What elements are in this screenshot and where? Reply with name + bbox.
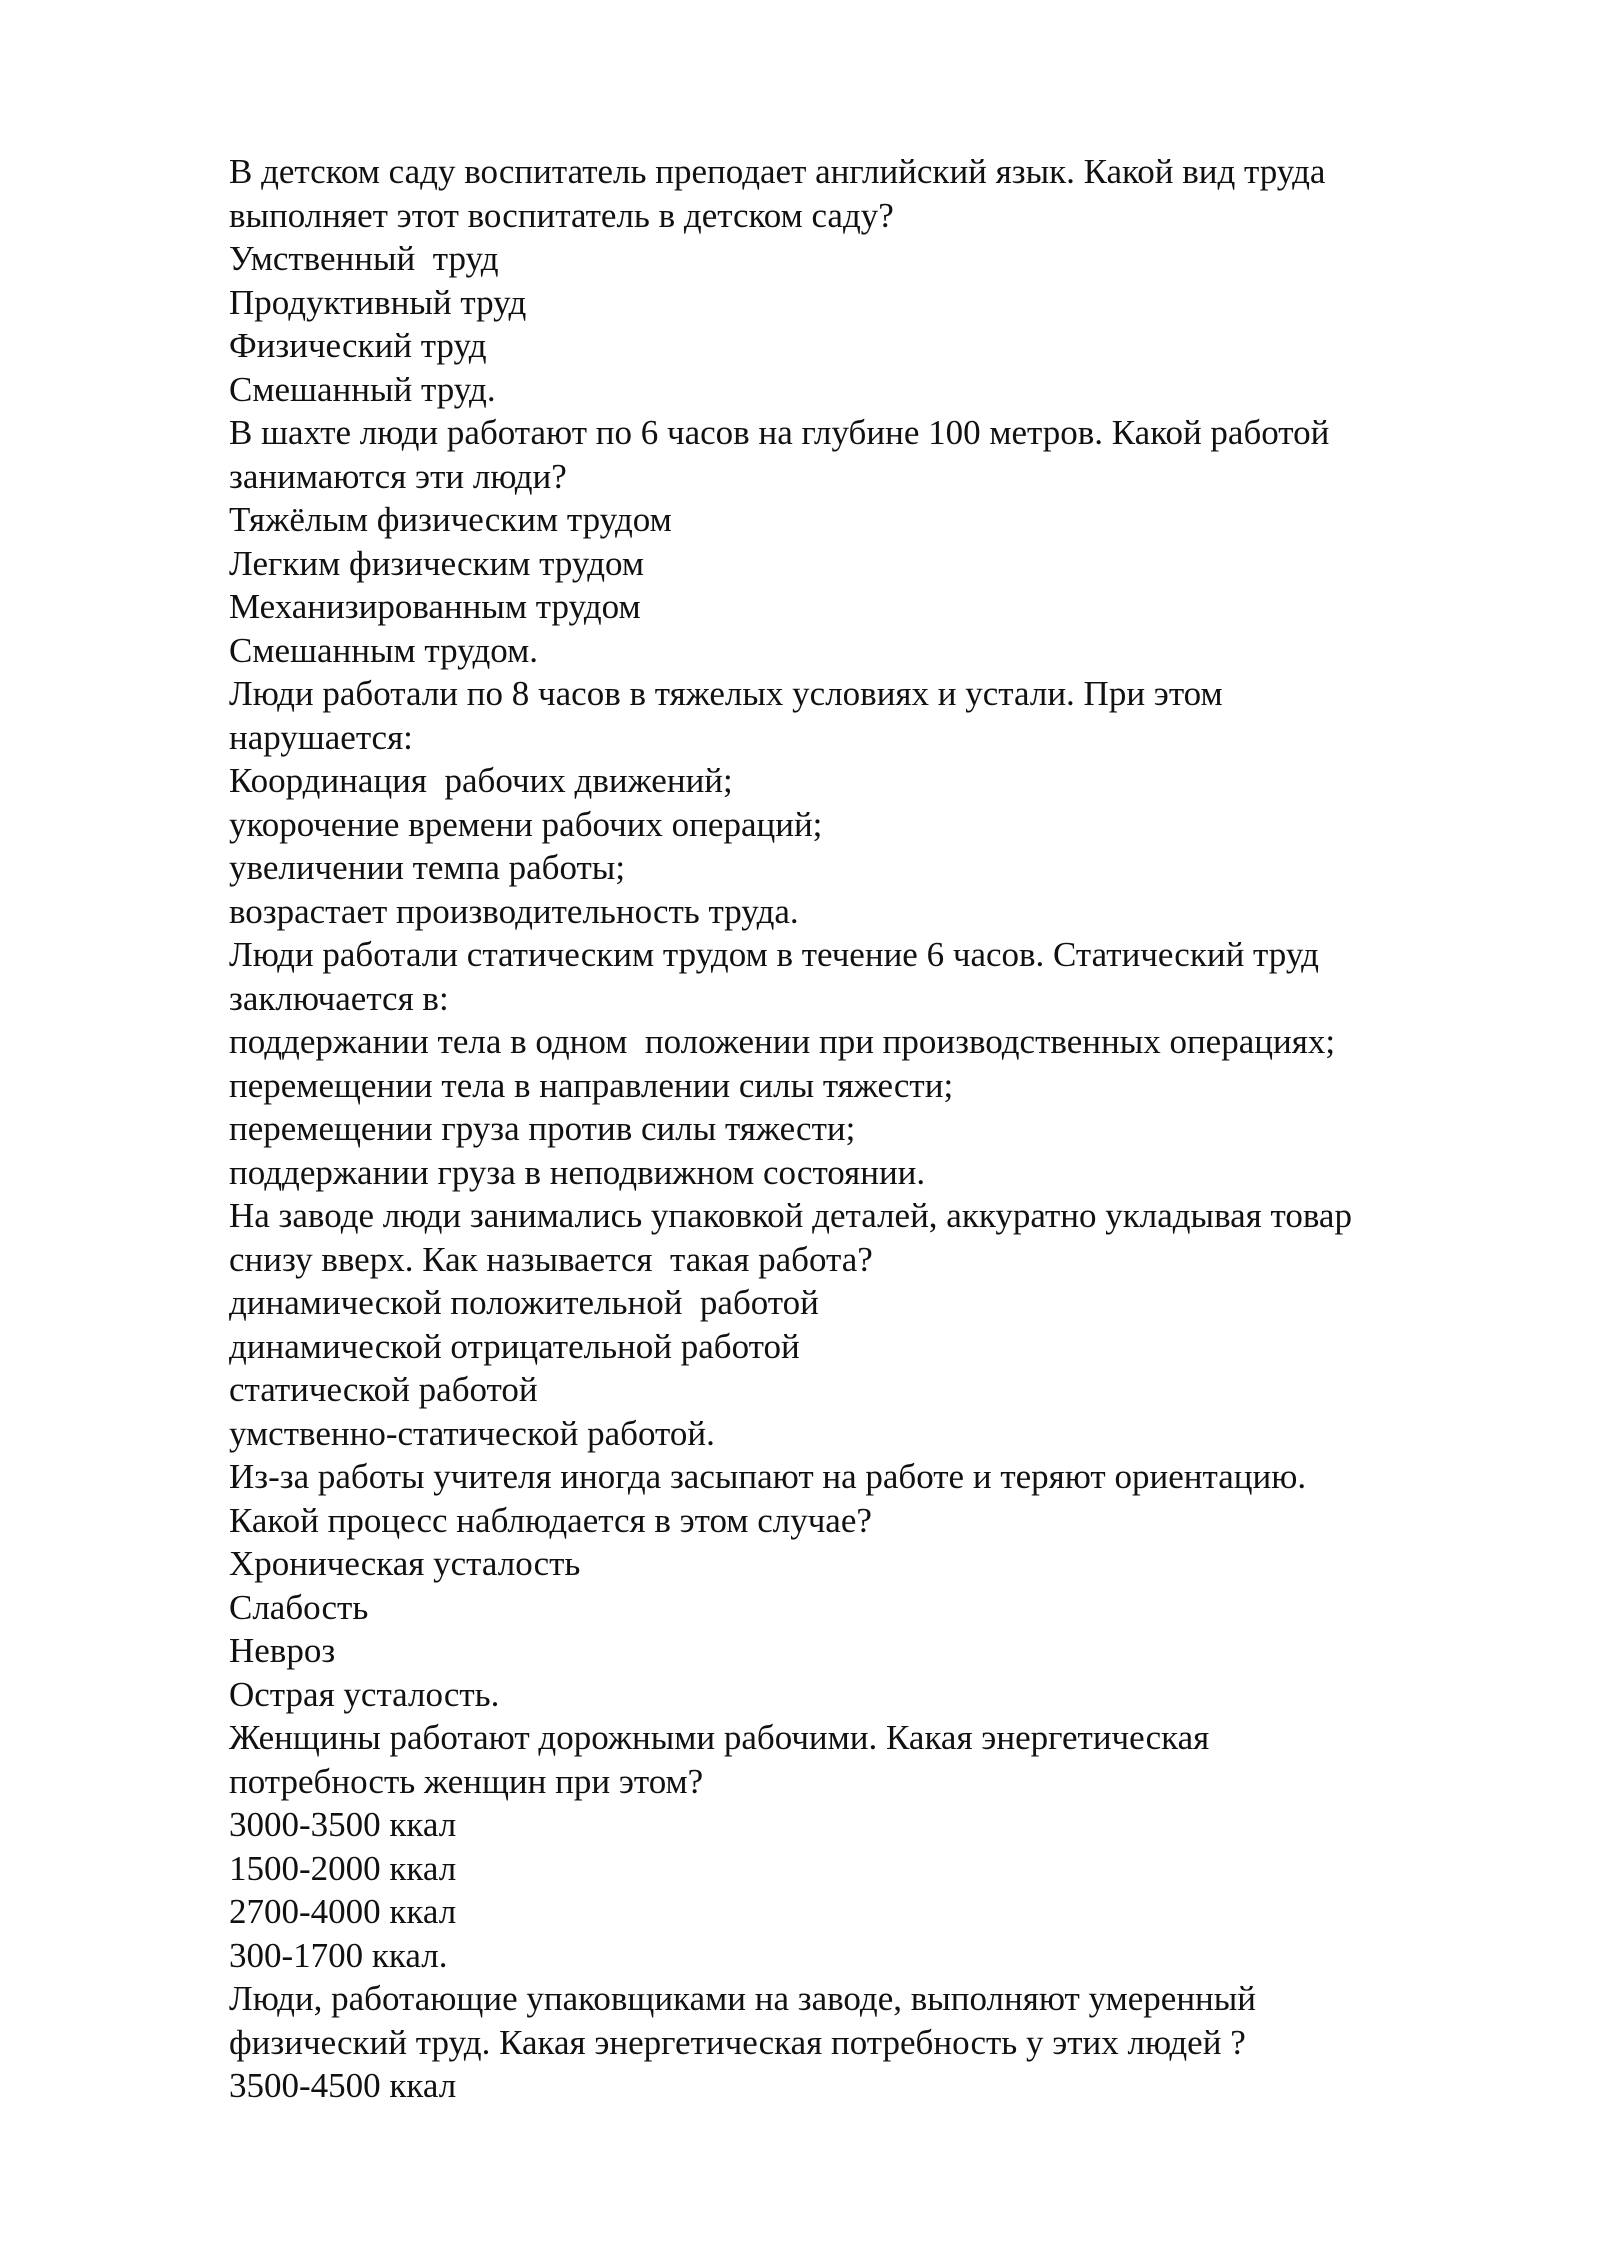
answer-option: Смешанным трудом. <box>229 630 538 670</box>
answer-option: умственно-статической работой. <box>229 1413 715 1453</box>
answer-option: перемещении груза против силы тяжести; <box>229 1109 856 1148</box>
question-3-line-1: Люди работали по 8 часов в тяжелых условиях и устали. При этом <box>229 674 1223 713</box>
answer-option: 1500-2000 ккал <box>229 1848 457 1888</box>
question-5-line-1: На заводе люди занимались упаковкой деталей, аккуратно укладывая товар <box>229 1196 1352 1235</box>
answer-option: Механизированным трудом <box>229 587 641 626</box>
question-7-line-1: Женщины работают дорожными рабочими. Какая энергетическая <box>229 1718 1210 1757</box>
question-1-line-1: В детском саду воспитатель преподает английский язык. Какой вид труда <box>229 152 1326 191</box>
answer-option: 3500-4500 ккал <box>229 2066 457 2105</box>
answer-option: Координация рабочих движений; <box>229 761 733 800</box>
answer-option: 2700-4000 ккал <box>229 1892 457 1931</box>
answer-option: перемещении тела в направлении силы тяжести; <box>229 1065 954 1105</box>
answer-option: 300-1700 ккал. <box>229 1935 448 1975</box>
answer-option: Хроническая усталость <box>229 1544 581 1583</box>
document-text <box>229 150 1529 2108</box>
question-7-line-2: потребность женщин при этом? <box>229 1761 704 1801</box>
question-2-line-1: В шахте люди работают по 6 часов на глубине 100 метров. Какой работой <box>229 413 1330 452</box>
answer-option: возрастает производительность труда. <box>229 891 799 931</box>
answer-option: Продуктивный труд <box>229 282 527 322</box>
question-6-line-2: Какой процесс наблюдается в этом случае? <box>229 1500 872 1540</box>
answer-option: поддержании груза в неподвижном состоянии. <box>229 1152 926 1192</box>
answer-option: Умственный труд <box>229 239 499 278</box>
answer-option: Легким физическим трудом <box>229 543 645 583</box>
answer-option: динамической положительной работой <box>229 1283 819 1322</box>
question-8-line-1: Люди, работающие упаковщиками на заводе, выполняют умеренный <box>229 1979 1257 2018</box>
answer-option: динамической отрицательной работой <box>229 1326 800 1366</box>
question-2-line-2: занимаются эти люди? <box>229 456 567 496</box>
answer-option: Тяжёлым физическим трудом <box>229 500 672 539</box>
answer-option: увеличении темпа работы; <box>229 848 626 887</box>
answer-option: статической работой <box>229 1370 538 1409</box>
question-5-line-2: снизу вверх. Как называется такая работа? <box>229 1239 873 1279</box>
answer-option: Физический труд <box>229 326 487 365</box>
question-6-line-1: Из-за работы учителя иногда засыпают на работе и теряют ориентацию. <box>229 1457 1307 1496</box>
answer-option: укорочение времени рабочих операций; <box>229 804 823 844</box>
question-4-line-2: заключается в: <box>229 978 449 1018</box>
answer-option: Острая усталость. <box>229 1674 500 1714</box>
answer-option: Слабость <box>229 1587 369 1627</box>
question-3-line-2: нарушается: <box>229 717 413 757</box>
answer-option: 3000-3500 ккал <box>229 1805 457 1844</box>
question-1-line-2: выполняет этот воспитатель в детском саду? <box>229 195 894 235</box>
answer-option: Смешанный труд. <box>229 369 496 409</box>
answer-option: поддержании тела в одном положении при производственных операциях; <box>229 1022 1336 1061</box>
question-8-line-2: физический труд. Какая энергетическая потребность у этих людей ? <box>229 2022 1246 2062</box>
answer-option: Невроз <box>229 1631 336 1670</box>
question-4-line-1: Люди работали статическим трудом в течение 6 часов. Статический труд <box>229 935 1319 974</box>
